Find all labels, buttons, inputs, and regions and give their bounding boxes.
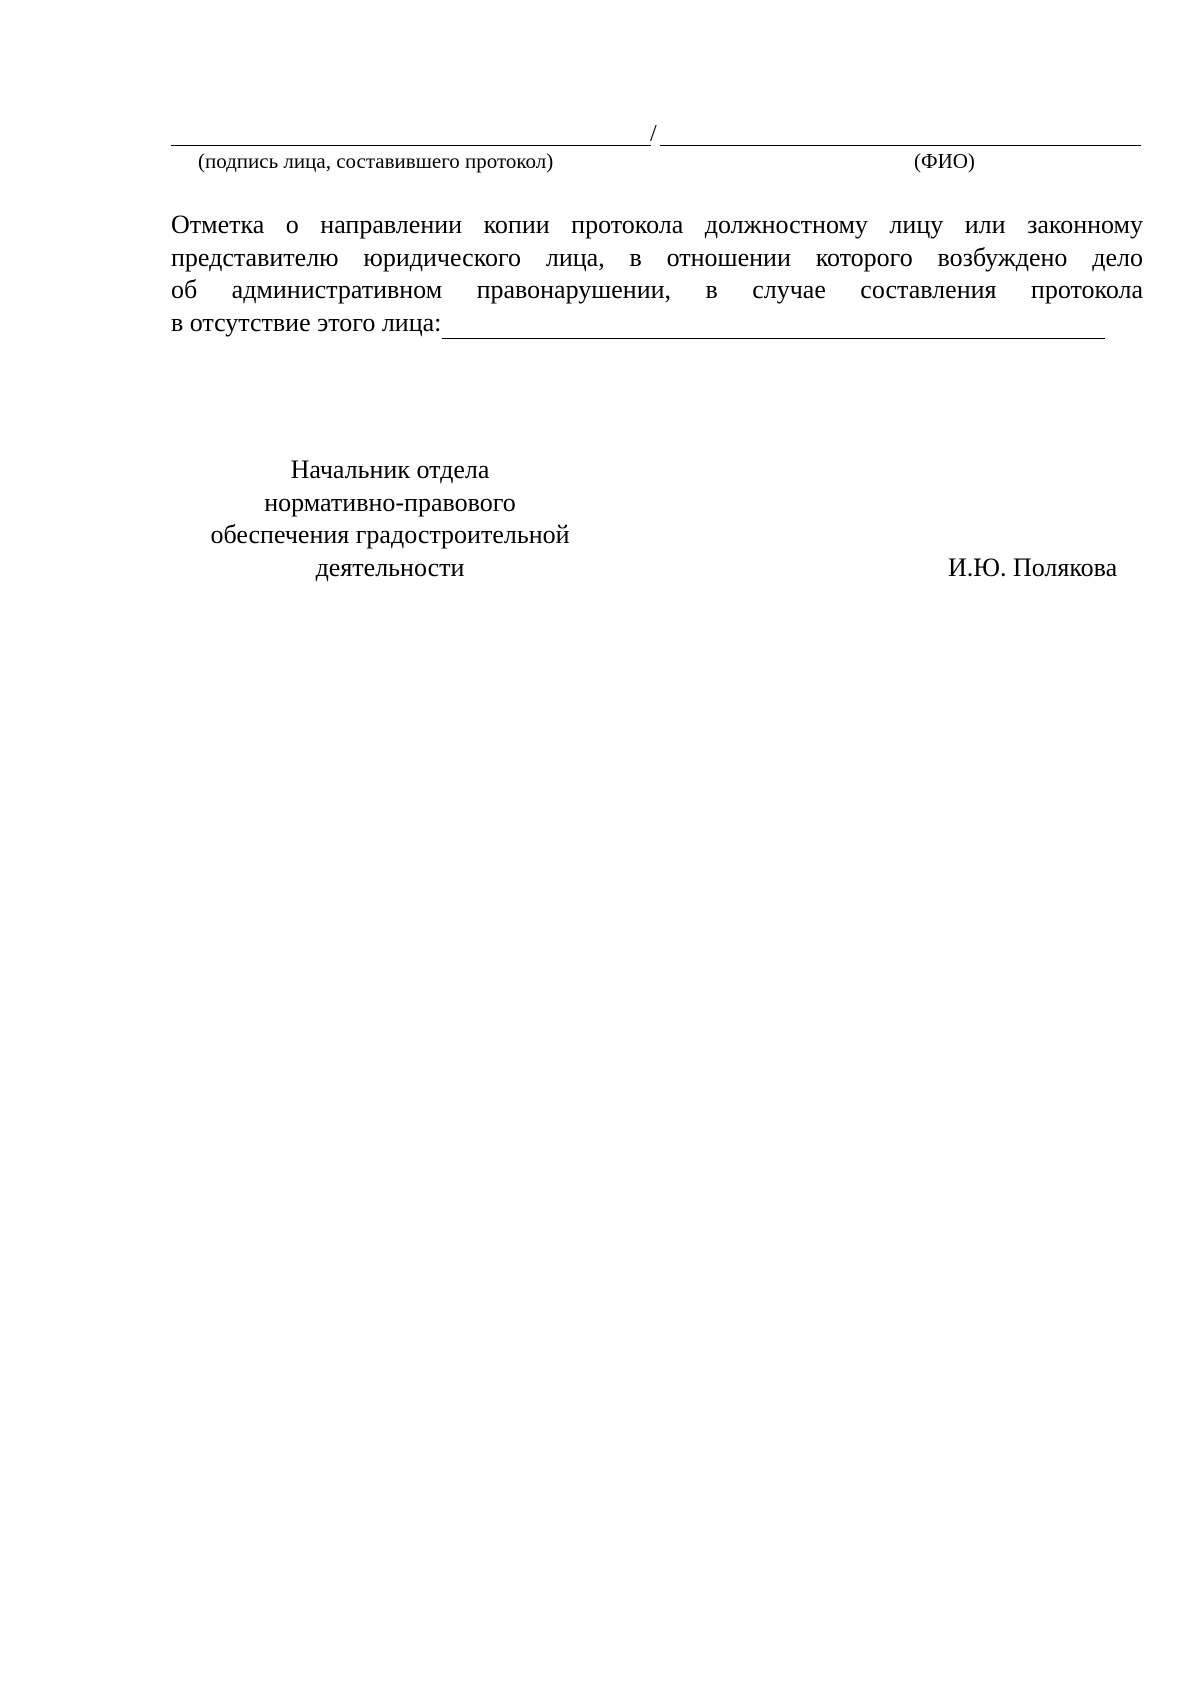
official-position bbox=[180, 454, 600, 584]
official-name: И.Ю. Полякова bbox=[948, 553, 1118, 582]
position-line: обеспечения градостроительной bbox=[210, 520, 570, 549]
signature-row bbox=[171, 116, 1141, 146]
full-name-caption: (ФИО) bbox=[914, 149, 975, 173]
position-line: Начальник отдела bbox=[290, 455, 490, 484]
signature-separator: / bbox=[650, 121, 657, 147]
full-name-line bbox=[660, 145, 1141, 146]
position-line: нормативно-правового bbox=[264, 487, 516, 517]
note-fill-line bbox=[442, 314, 1105, 339]
signature-caption: (подпись лица, составившего протокол) bbox=[198, 149, 554, 173]
note-line-with-field bbox=[171, 307, 1143, 340]
note-line: Отметка о направлении копии протокола должностному лицу или законному bbox=[171, 210, 1143, 239]
signature-line bbox=[171, 145, 651, 146]
position-line: деятельности bbox=[315, 552, 465, 582]
note-line: представителю юридического лица, в отношении которого возбуждено дело bbox=[171, 242, 1143, 272]
note-line: в отсутствие этого лица: bbox=[171, 307, 442, 337]
note-line: об административном правонарушении, в случае составления протокола bbox=[171, 275, 1143, 304]
copy-sent-note bbox=[171, 209, 1143, 339]
